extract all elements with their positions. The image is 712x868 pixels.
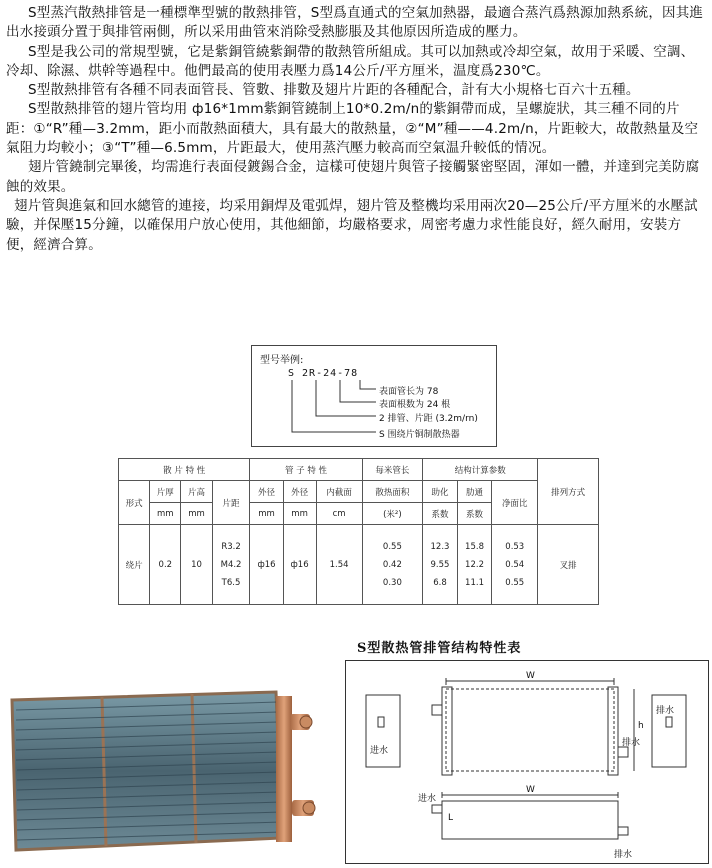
paragraph-1: S型蒸汽散熱排管是一種標準型號的散熱排管，S型爲直通式的空氣加熱器，最適合蒸汽爲熱源加熱系統，因其進出水接頭分置于與排管兩側，所以采用曲管來消除受熱膨脹及其他原因所造成的壓力。 [6,5,704,41]
paragraph-6: 翅片管與進氣和回水總管的連接，均采用銅焊及電弧焊，翅片管及整機均采用兩次20—25公斤/平方厘米的水壓試驗，并保壓15分鐘，以確保用户放心使用，其他細節，均嚴格要求，周密考慮力求性能良好，經久耐用，安裝方便，經濟合算。 [6,197,698,253]
outlet-label-front: 排水 [622,738,641,748]
spec-table [118,458,599,605]
col-type: 形式 [119,481,150,525]
coef2-value: 11.1 [465,577,484,588]
h-label: h [638,721,644,731]
unit-coef2: 系数 [457,503,492,525]
col-ratio: 净面比 [492,481,538,525]
col-area: 散热面积 [362,481,423,503]
unit-od2: mm [283,503,316,525]
header-arrangement: 排列方式 [538,459,599,525]
header-calc-params: 结构计算参数 [423,459,538,481]
model-example-box [251,345,497,447]
unit-inner-area: cm [316,503,362,525]
cell-area [362,525,423,605]
w-label-bottom: W [526,785,535,795]
unit-od1: mm [250,503,283,525]
coef2-value: 15.8 [465,541,484,552]
pitch-value: M4.2 [220,559,242,570]
body-text [6,4,706,255]
area-value: 0.42 [382,559,402,570]
ratio-value: 0.55 [505,577,525,588]
col-coef2: 肋通 [457,481,492,503]
outlet-label-bottom: 排水 [614,850,633,860]
pitch-value: T6.5 [221,577,241,588]
outlet-label-side: 排水 [656,706,675,716]
cell-arrangement: 叉排 [538,525,599,605]
area-value: 0.55 [382,541,402,552]
cell-coef1 [423,525,458,605]
paragraph-2: S型是我公司的常規型號，它是紫銅管繞紫銅帶的散熱管所組成。其可以加熱或冷却空氣，故用于采暖、空調、冷却、除濕、烘幹等過程中。他們最高的使用表壓力爲14公斤/平方厘米，温度爲230℃。 [6,43,695,79]
unit-area: (米²) [362,503,423,525]
col-od1: 外径 [250,481,283,503]
col-thickness: 片厚 [150,481,181,503]
l-label: L [448,813,454,823]
col-height: 片高 [181,481,212,503]
ratio-value: 0.53 [505,541,525,552]
inlet-label-side: 进水 [370,746,389,756]
ratio-value: 0.54 [505,559,525,570]
area-value: 0.30 [382,577,402,588]
technical-drawing [345,660,709,864]
coef1-value: 12.3 [430,541,450,552]
model-label-length: 表面管长为 78 [379,387,439,397]
cell-type: 绕片 [119,525,150,605]
drawing-lines [346,661,708,863]
model-label-type: S 围绕片铜制散热器 [379,430,460,440]
cell-coef2 [457,525,492,605]
model-example-title: 型号举例: [260,355,304,366]
unit-coef1: 系数 [423,503,458,525]
cell-ratio [492,525,538,605]
radiator-photo [6,688,324,854]
pitch-value: R3.2 [221,541,241,552]
col-inner-area: 内截面 [316,481,362,503]
model-label-count: 表面根数为 24 根 [379,400,451,410]
coef1-value: 9.55 [430,559,450,570]
paragraph-4: S型散熱排管的翅片管均用 ф16*1mm紫銅管鐃制上10*0.2m/n的紫銅帶而成，呈螺旋狀，其三種不同的片距：①“R”種—3.2mm，距小而散熱面積大，具有最大的散熱量，②“M”種——4.2m/n，片距較大，故散熱量及空氣阻力均較小；③“T”種—6.5mm，片距最大，使用蒸汽壓力較高而空氣温升較低的情况。 [6,101,699,157]
paragraph-5: 翅片管鐃制完畢後，均需進行表面侵鍍錫合金，這樣可使翅片與管子接觸緊密堅固，渾如一體，并達到完美防腐蝕的效果。 [6,159,700,195]
coef2-value: 12.2 [465,559,484,570]
cell-inner-area: 1.54 [316,525,362,605]
cell-od1: ф16 [250,525,283,605]
col-od2: 外径 [283,481,316,503]
unit-height: mm [181,503,212,525]
cell-height: 10 [181,525,212,605]
inlet-label-bottom: 进水 [418,794,437,804]
unit-thickness: mm [150,503,181,525]
paragraph-3: S型散熱排管有各種不同表面管長、管數、排數及翅片片距的各種配合，計有大小規格七百六十五種。 [28,82,640,99]
caption: S型散热管排管结构特性表 [357,641,522,656]
col-coef1: 助化 [423,481,458,503]
header-fin-properties: 散 片 特 性 [119,459,250,481]
model-label-rows: 2 排管、片距 (3.2m/rn) [379,414,478,424]
header-tube-properties: 管 子 特 性 [250,459,362,481]
model-code: S 2R-24-78 [288,368,359,379]
cell-thickness: 0.2 [150,525,181,605]
header-per-meter: 每米管长 [362,459,423,481]
cell-pitch [212,525,250,605]
w-label-front: W [526,671,535,681]
coef1-value: 6.8 [433,577,447,588]
col-pitch: 片距 [212,481,250,525]
cell-od2: ф16 [283,525,316,605]
